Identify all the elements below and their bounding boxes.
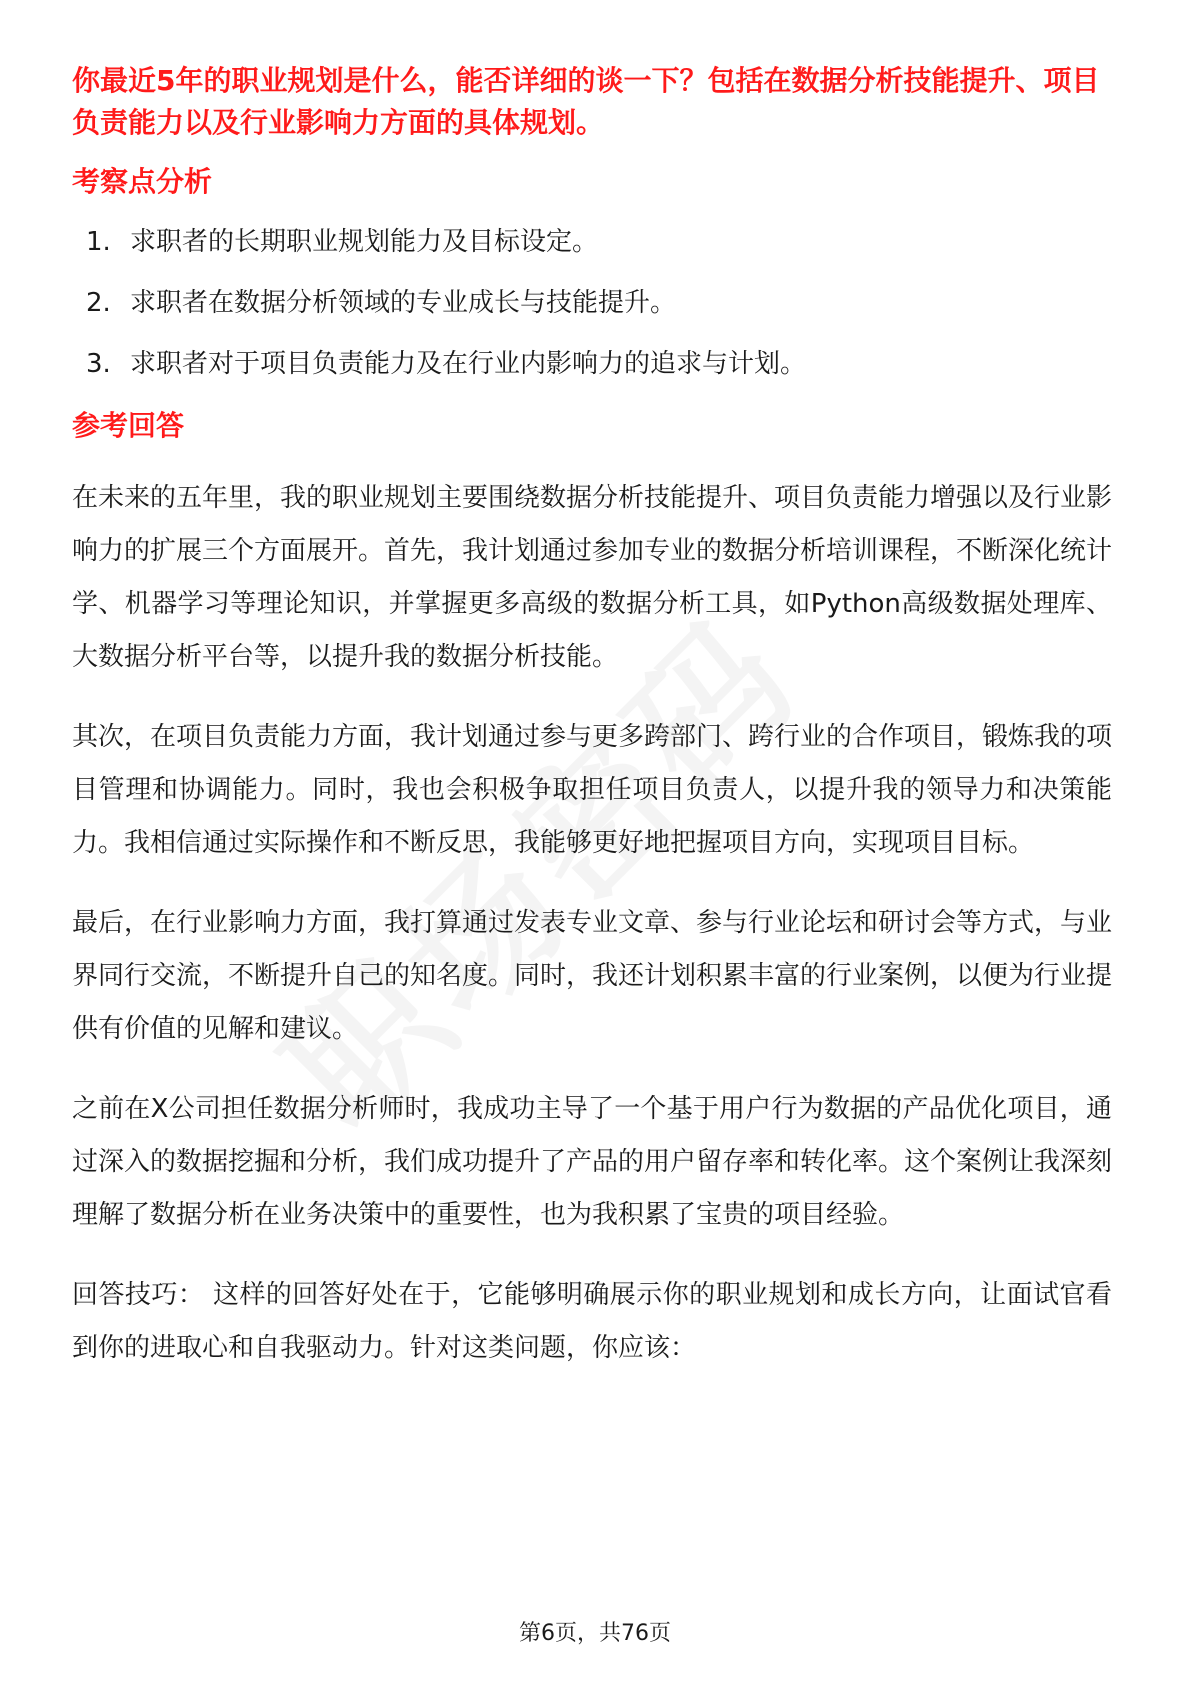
answer-tips-paragraph: 回答技巧： 这样的回答好处在于，它能够明确展示你的职业规划和成长方向，让面试官看到你的进取心和自我驱动力。针对这类问题，你应该： <box>72 1280 1112 1363</box>
list-number: 1. <box>86 227 111 257</box>
list-item <box>72 344 1112 384</box>
list-item <box>72 222 1112 262</box>
analysis-list <box>72 222 1112 384</box>
page-content <box>72 60 1112 1375</box>
list-text: 求职者的长期职业规划能力及目标设定。 <box>130 227 599 257</box>
list-text: 求职者在数据分析领域的专业成长与技能提升。 <box>130 288 677 318</box>
page-footer: 第6页，共76页 <box>519 1621 671 1646</box>
answer-heading: 参考回答 <box>72 409 185 442</box>
list-number: 2. <box>86 288 111 318</box>
list-item <box>72 283 1112 323</box>
answer-paragraph: 最后，在行业影响力方面，我打算通过发表专业文章、参与行业论坛和研讨会等方式，与业界同行交流，不断提升自己的知名度。同时，我还计划积累丰富的行业案例，以便为行业提供有价值的见解和建议。 <box>72 908 1113 1044</box>
analysis-heading: 考察点分析 <box>72 165 213 198</box>
answer-paragraph: 在未来的五年里，我的职业规划主要围绕数据分析技能提升、项目负责能力增强以及行业影响力的扩展三个方面展开。首先，我计划通过参加专业的数据分析培训课程，不断深化统计学、机器学习等理论知识，并掌握更多高级的数据分析工具，如Python高级数据处理库、大数据分析平台等，以提升我的数据分析技能。 <box>72 483 1113 672</box>
answer-paragraph: 之前在X公司担任数据分析师时，我成功主导了一个基于用户行为数据的产品优化项目，通过深入的数据挖掘和分析，我们成功提升了产品的用户留存率和转化率。这个案例让我深刻理解了数据分析在业务决策中的重要性，也为我积累了宝贵的项目经验。 <box>72 1094 1113 1230</box>
question-text: 你最近5年的职业规划是什么，能否详细的谈一下？包括在数据分析技能提升、项目负责能力以及行业影响力方面的具体规划。 <box>72 64 1100 139</box>
list-text: 求职者对于项目负责能力及在行业内影响力的追求与计划。 <box>130 349 807 379</box>
answer-paragraph: 其次，在项目负责能力方面，我计划通过参与更多跨部门、跨行业的合作项目，锻炼我的项目管理和协调能力。同时，我也会积极争取担任项目负责人，以提升我的领导力和决策能力。我相信通过实际操作和不断反思，我能够更好地把握项目方向，实现项目目标。 <box>72 722 1113 858</box>
list-number: 3. <box>86 349 111 379</box>
